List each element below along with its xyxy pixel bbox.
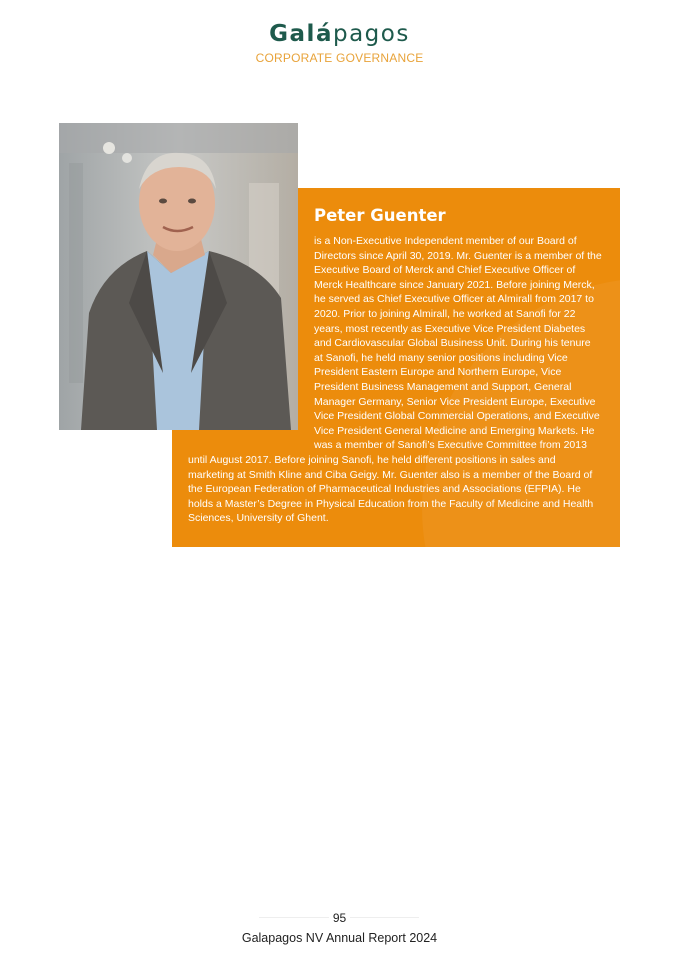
section-title: CORPORATE GOVERNANCE [255,51,424,65]
page-footer [0,909,679,947]
logo-text-bold: Galá [269,21,333,47]
company-logo [0,20,679,48]
photo-wrap-spacer [188,205,314,447]
logo-text-light: pagos [332,21,410,47]
bio-block [172,188,620,547]
page-number: 95 [329,910,350,926]
bio-paragraph: is a Non-Executive Independent member of our Board of Directors since April 30, 2019. Mr. Guenter is a member of the Executive Board of Merck and Chief Executive Officer of Merck Healthcare since January 2021. Before joining Merck, he served as Chief Executive Officer at Almirall from 2017 to 2020. Prior to joining Almirall, he worked at Sanofi for 22 years, most recently as Executive Vice President Diabetes and Cardiovascular Global Business Unit. During his tenure at Sanofi, he held many senior positions including Vice President Eastern Europe and Northern Europe, Vice President Business Management and Support, General Manager Germany, Senior Vice President Europe, Executive Vice President Global Commercial Operations, and Executive Vice President General Medicine and Emerging Markets. He was a member of Sanofi’s Executive Committee from 2013 until August 2017. Before joining Sanofi, he held different positions in sales and marketing at Smith Kline and Ciba Geigy. Mr. Guenter also is a member of the Board of the European Federation of Pharmaceutical Industries and Associations (EFPIA). He holds a Master’s Degree in Physical Education from the Faculty of Medicine and Health Sciences, University of Ghent. [188,235,602,525]
report-title: Galapagos NV Annual Report 2024 [241,931,438,945]
page-header [0,20,679,65]
person-name: Peter Guenter [314,206,446,225]
